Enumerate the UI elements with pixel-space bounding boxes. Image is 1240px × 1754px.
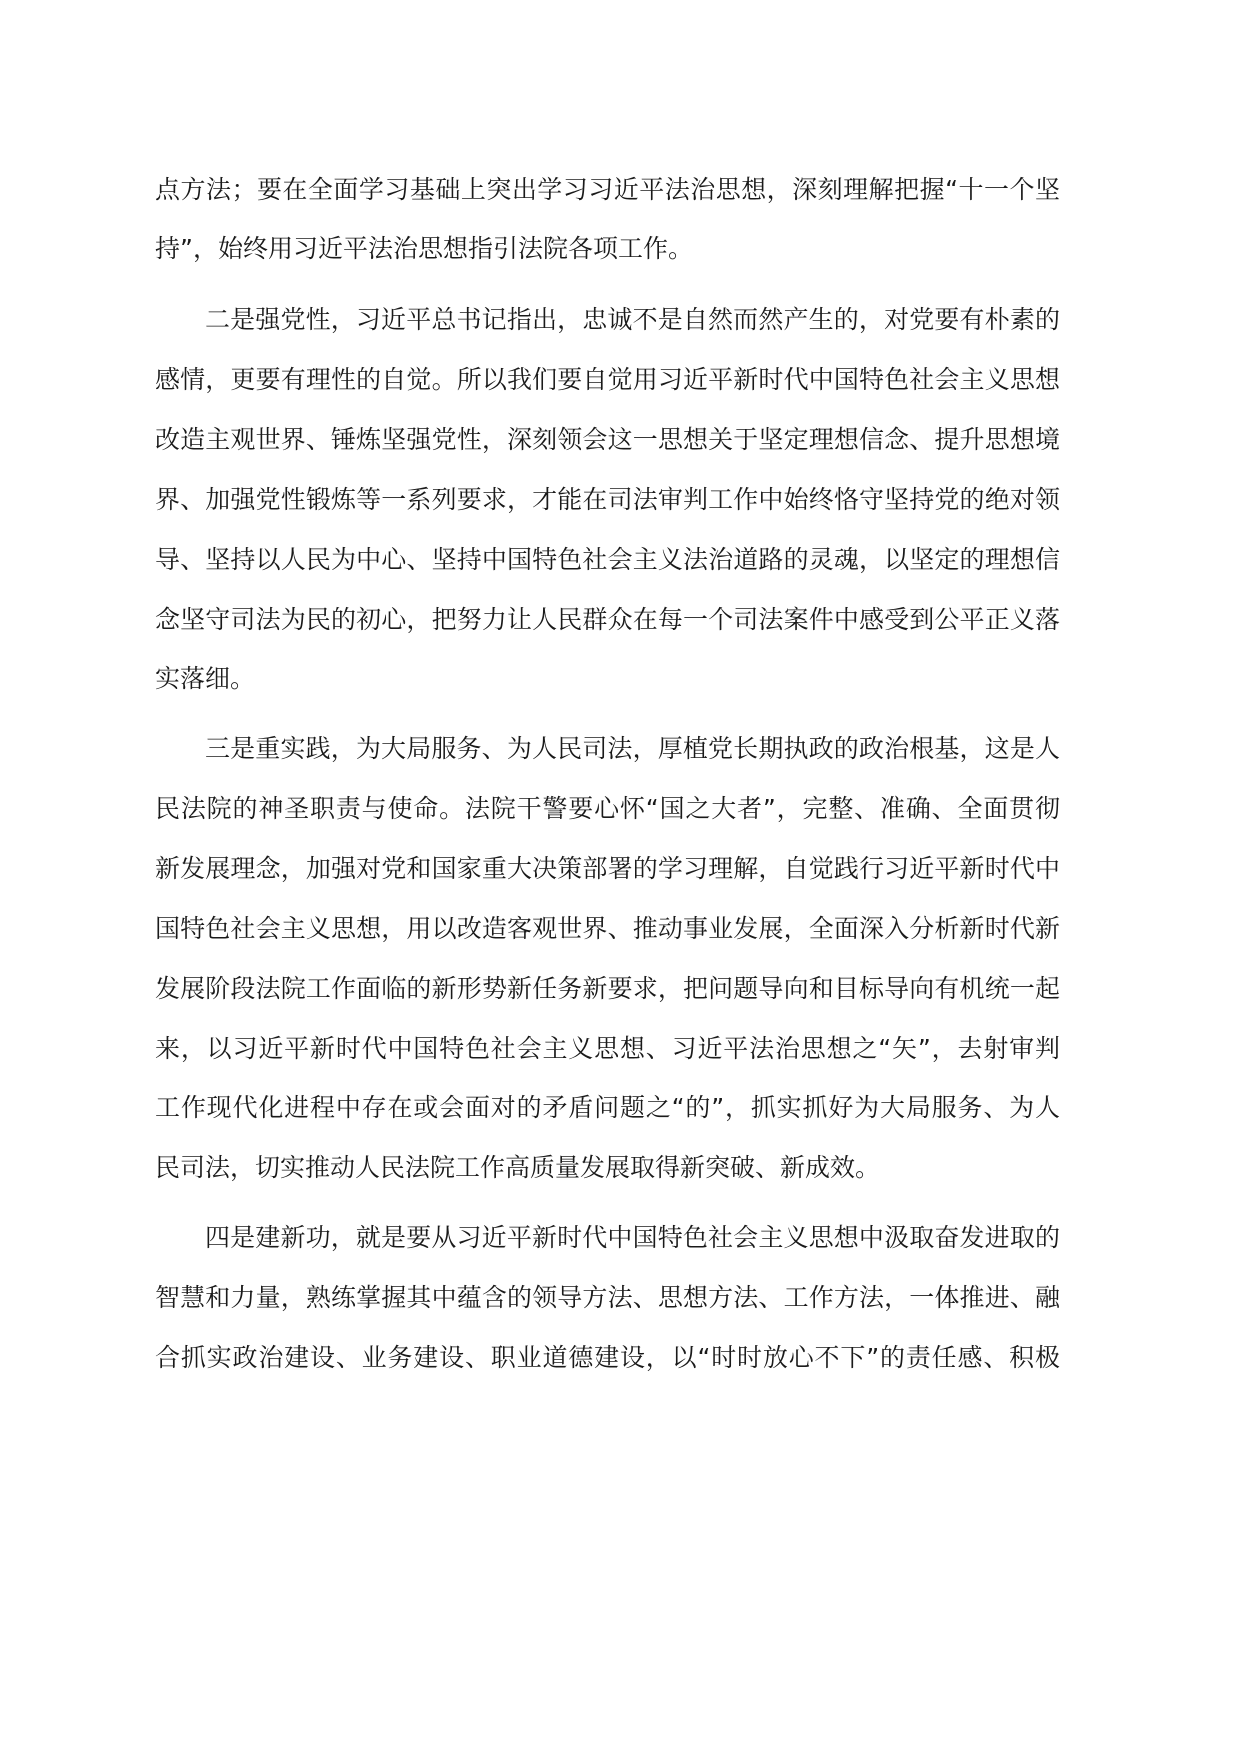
paragraph-4-line-1: 四是建新功，就是要从习近平新时代中国特色社会主义思想中汲取奋发进取的 <box>205 1223 1060 1252</box>
paragraph-4-line-2: 智慧和力量，熟练掌握其中蕴含的领导方法、思想方法、工作方法，一体推进、融 <box>155 1283 1060 1312</box>
paragraph-3-line-7: 工作现代化进程中存在或会面对的矛盾问题之“的”，抓实抓好为大局服务、为人 <box>155 1093 1060 1122</box>
paragraph-2-line-3: 改造主观世界、锤炼坚强党性，深刻领会这一思想关于坚定理想信念、提升思想境 <box>155 425 1060 454</box>
paragraph-1-line-1: 点方法；要在全面学习基础上突出学习习近平法治思想，深刻理解把握“十一个坚 <box>155 175 1060 204</box>
paragraph-2-line-1: 二是强党性，习近平总书记指出，忠诚不是自然而然产生的，对党要有朴素的 <box>205 305 1060 334</box>
paragraph-2-line-2: 感情，更要有理性的自觉。所以我们要自觉用习近平新时代中国特色社会主义思想 <box>155 365 1060 394</box>
paragraph-3-line-3: 新发展理念，加强对党和国家重大决策部署的学习理解，自觉践行习近平新时代中 <box>155 854 1060 883</box>
paragraph-2-line-5: 导、坚持以人民为中心、坚持中国特色社会主义法治道路的灵魂，以坚定的理想信 <box>155 545 1060 574</box>
paragraph-3-line-8: 民司法，切实推动人民法院工作高质量发展取得新突破、新成效。 <box>155 1153 881 1182</box>
paragraph-2-line-4: 界、加强党性锻炼等一系列要求，才能在司法审判工作中始终恪守坚持党的绝对领 <box>155 485 1060 514</box>
paragraph-2-line-6: 念坚守司法为民的初心，把努力让人民群众在每一个司法案件中感受到公平正义落 <box>155 605 1060 634</box>
paragraph-3-line-5: 发展阶段法院工作面临的新形势新任务新要求，把问题导向和目标导向有机统一起 <box>155 974 1060 1003</box>
paragraph-3-line-4: 国特色社会主义思想，用以改造客观世界、推动事业发展，全面深入分析新时代新 <box>155 914 1060 943</box>
paragraph-3-line-2: 民法院的神圣职责与使命。法院干警要心怀“国之大者”，完整、准确、全面贯彻 <box>155 794 1060 823</box>
paragraph-3-line-1: 三是重实践，为大局服务、为人民司法，厚植党长期执政的政治根基，这是人 <box>205 734 1060 763</box>
paragraph-3-line-6: 来，以习近平新时代中国特色社会主义思想、习近平法治思想之“矢”，去射审判 <box>155 1034 1060 1063</box>
paragraph-4-line-3: 合抓实政治建设、业务建设、职业道德建设，以“时时放心不下”的责任感、积极 <box>155 1343 1060 1372</box>
paragraph-2-line-7: 实落细。 <box>155 664 256 693</box>
paragraph-1-line-2: 持”，始终用习近平法治思想指引法院各项工作。 <box>155 234 693 263</box>
